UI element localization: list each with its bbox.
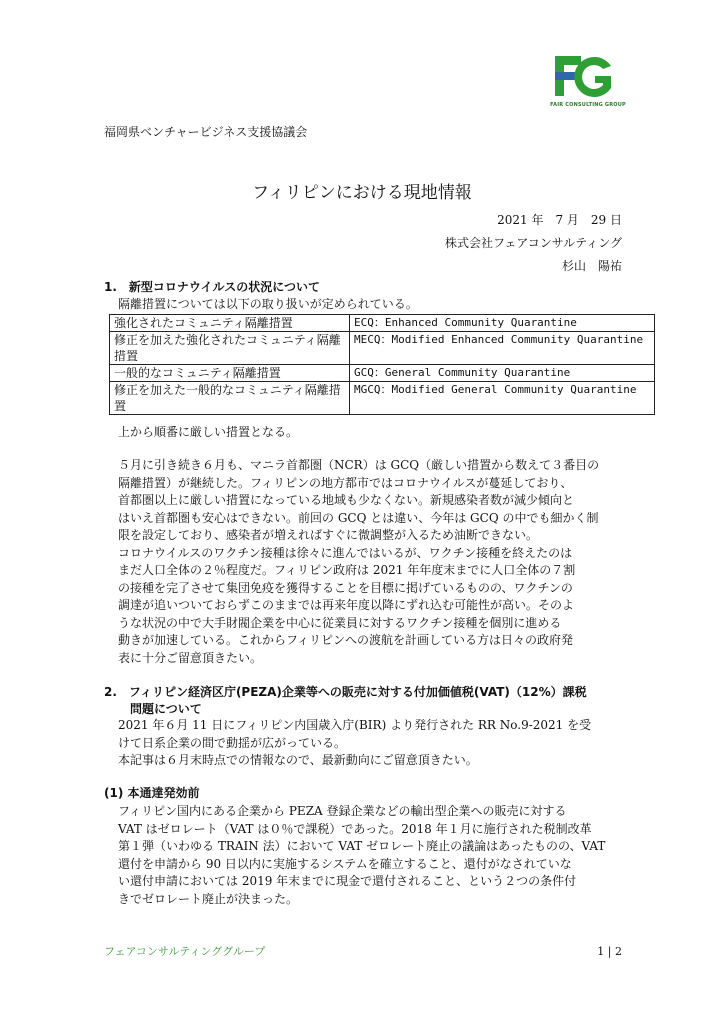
table-row (110, 315, 655, 332)
section-1-paragraph (118, 457, 628, 667)
paragraph-line: 限を設定しており、感染者が増えればすぐに微調整が入るため油断できない。 (118, 528, 539, 542)
paragraph-line: 本記事は６月末時点での情報なので、最新動向にご留意頂きたい。 (118, 753, 478, 767)
paragraph-line: まだ人口全体の２％程度だ。フィリピン政府は 2021 年年度末までに人口全体の７割 (118, 563, 576, 577)
author-name: 杉山 陽祐 (561, 259, 622, 273)
paragraph-line: ５月に引き続き６月も、マニラ首都圏（NCR）は GCQ（厳しい措置から数えて３番目の (118, 458, 600, 472)
section-1-heading: 1. 新型コロナウイルスの状況について (104, 280, 320, 294)
measure-ja: 一般的なコミュニティ隔離措置 (110, 365, 350, 382)
paragraph-line: はいえ首都圏も安心はできない。前回の GCQ とは違い、今年は GCQ の中でも細かく制 (118, 510, 599, 525)
paragraph-line: 動きが加速している。これからフィリピンへの渡航を計画している方は日々の政府発 (118, 633, 574, 647)
table-row (110, 332, 655, 365)
measure-en: ECQ：Enhanced Community Quarantine (350, 315, 655, 332)
section-1-intro: 隔離措置については以下の取り扱いが定められている。 (118, 297, 418, 311)
paragraph-line: うな状況の中で大手財閥企業を中心に従業員に対するワクチン接種を個別に進める (118, 615, 562, 630)
table-note: 上から順番に厳しい措置となる。 (118, 425, 299, 439)
document-date: 2021 年 7 月 29 日 (497, 213, 622, 227)
paragraph-line: の接種を完了させて集団免疫を獲得することを目標に掲げているものの、ワクチンの (118, 580, 573, 595)
paragraph-line: 第１弾（いわゆる TRAIN 法）において VAT ゼロレート廃止の議論はあったものの、VAT (118, 839, 606, 853)
table-row (110, 382, 655, 415)
logo-caption: FAIR CONSULTING GROUP (550, 102, 626, 108)
subsection-1-paragraph (118, 803, 628, 908)
paragraph-line: きでゼロレート廃止が決まった。 (118, 891, 299, 906)
measure-en: MECQ：Modified Enhanced Community Quarantine (350, 332, 655, 365)
section-2-paragraph (118, 717, 628, 770)
footer-company: フェアコンサルティンググループ (104, 945, 266, 958)
paragraph-line: 隔離措置）が継続した。フィリピンの地方都市ではコロナウイルスが蔓延しており、 (118, 475, 573, 490)
paragraph-line: VAT はゼロレート（VAT は０％で課税）であった。2018 年１月に施行された税制改革 (118, 821, 592, 836)
table-row (110, 365, 655, 382)
company-name: 株式会社フェアコンサルティング (444, 236, 622, 250)
paragraph-line: 首都圏以上に厳しい措置になっている地域も少なくない。新規感染者数が減少傾向と (118, 493, 575, 507)
organization-name: 福岡県ベンチャービジネス支援協議会 (104, 125, 308, 139)
document-title: フィリピンにおける現地情報 (252, 183, 472, 203)
paragraph-line: 還付を申請から 90 日以内に実施するシステムを確立すること、還付がなされていな (118, 856, 572, 871)
measure-en: GCQ：General Community Quarantine (350, 365, 655, 382)
paragraph-line: けて日系企業の間で動揺が広がっている。 (118, 735, 347, 750)
measure-ja: 修正を加えた一般的なコミュニティ隔離措置 (110, 382, 350, 415)
subsection-1-heading: (1) 本通達発効前 (104, 786, 200, 800)
paragraph-line: 調達が追いついておらずこのままでは再来年度以降にずれ込む可能性が高い。そのよ (118, 598, 575, 612)
quarantine-measures-table (109, 314, 655, 415)
section-2-heading: 2. フィリピン経済区庁(PEZA)企業等への販売に対する付加価値税(VAT)（12%）課税 (104, 685, 587, 699)
page-number: 1 | 2 (597, 945, 622, 958)
paragraph-line: コロナウイルスのワクチン接種は徐々に進んではいるが、ワクチン接種を終えたのは (118, 545, 573, 560)
paragraph-line: 表に十分ご留意頂きたい。 (118, 650, 263, 665)
measure-en: MGCQ：Modified General Community Quarantine (350, 382, 655, 415)
section-2-heading-continued: 問題について (130, 702, 202, 716)
measure-ja: 強化されたコミュニティ隔離措置 (110, 315, 350, 332)
paragraph-line: 2021 年６月 11 日にフィリピン内国歳入庁(BIR) より発行された RR No.9-2021 を受 (118, 718, 592, 732)
paragraph-line: い還付申請においては 2019 年末までに現金で還付されること、という２つの条件付 (118, 874, 577, 888)
measure-ja: 修正を加えた強化されたコミュニティ隔離措置 (110, 332, 350, 365)
paragraph-line: フィリピン国内にある企業から PEZA 登録企業などの輸出型企業への販売に対する (118, 804, 567, 818)
